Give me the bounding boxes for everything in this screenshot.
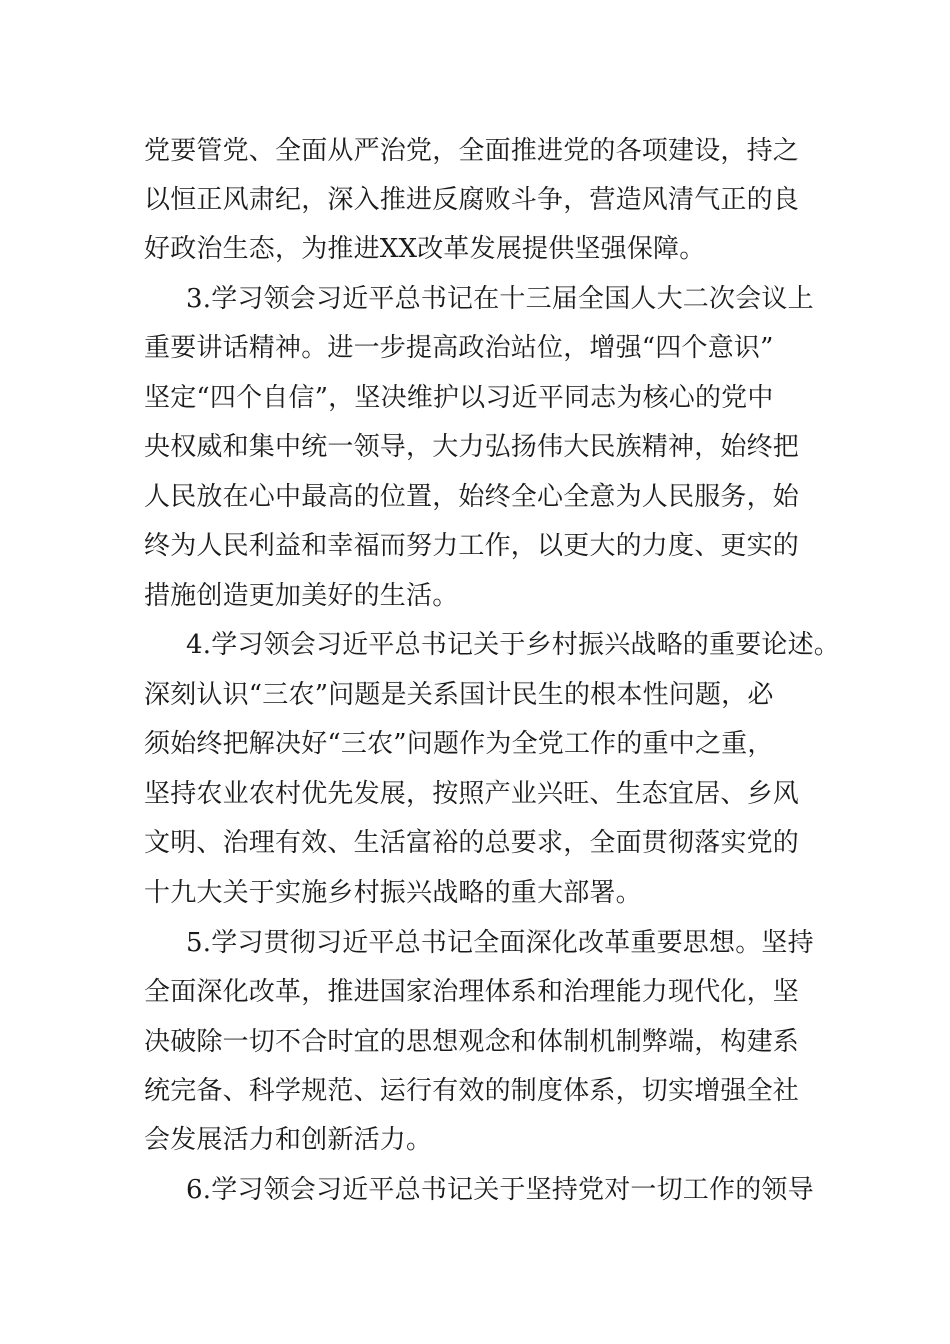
text-line-18: 全面深化改革，推进国家治理体系和治理能力现代化，坚 [144, 977, 800, 1007]
text-line-13: 须始终把解决好“三农”问题作为全党工作的重中之重， [144, 729, 774, 759]
section-5-heading-line: 5.学习贯彻习近平总书记全面深化改革重要思想。坚持 [186, 928, 814, 958]
section-3-heading-line: 3.学习领会习近平总书记在十三届全国人大二次会议上 [186, 284, 814, 314]
text-line-7: 央权威和集中统一领导，大力弘扬伟大民族精神，始终把 [144, 432, 800, 462]
text-line-1: 党要管党、全面从严治党，全面推进党的各项建设，持之 [144, 136, 800, 166]
text-line-14: 坚持农业农村优先发展，按照产业兴旺、生态宜居、乡风 [144, 779, 800, 809]
section-6-heading-line: 6.学习领会习近平总书记关于坚持党对一切工作的领导 [186, 1175, 814, 1205]
text-line-8: 人民放在心中最高的位置，始终全心全意为人民服务，始 [144, 482, 800, 512]
text-line-10: 措施创造更加美好的生活。 [144, 581, 459, 611]
text-line-9: 终为人民利益和幸福而努力工作，以更大的力度、更实的 [144, 531, 800, 561]
text-line-19: 决破除一切不合时宜的思想观念和体制机制弊端，构建系 [144, 1027, 800, 1057]
text-line-16: 十九大关于实施乡村振兴战略的重大部署。 [144, 878, 642, 908]
text-line-6: 坚定“四个自信”，坚决维护以习近平同志为核心的党中 [144, 383, 774, 413]
text-line-3: 好政治生态，为推进XX改革发展提供坚强保障。 [144, 234, 706, 264]
text-line-15: 文明、治理有效、生活富裕的总要求，全面贯彻落实党的 [144, 828, 800, 858]
text-line-20: 统完备、科学规范、运行有效的制度体系，切实增强全社 [144, 1076, 800, 1106]
text-line-21: 会发展活力和创新活力。 [144, 1125, 433, 1155]
section-4-heading-line: 4.学习领会习近平总书记关于乡村振兴战略的重要论述。 [186, 630, 841, 660]
text-line-2: 以恒正风肃纪，深入推进反腐败斗争，营造风清气正的良 [144, 185, 800, 215]
text-line-5: 重要讲话精神。进一步提高政治站位，增强“四个意识” [144, 333, 774, 363]
text-line-12: 深刻认识“三农”问题是关系国计民生的根本性问题，必 [144, 680, 774, 710]
